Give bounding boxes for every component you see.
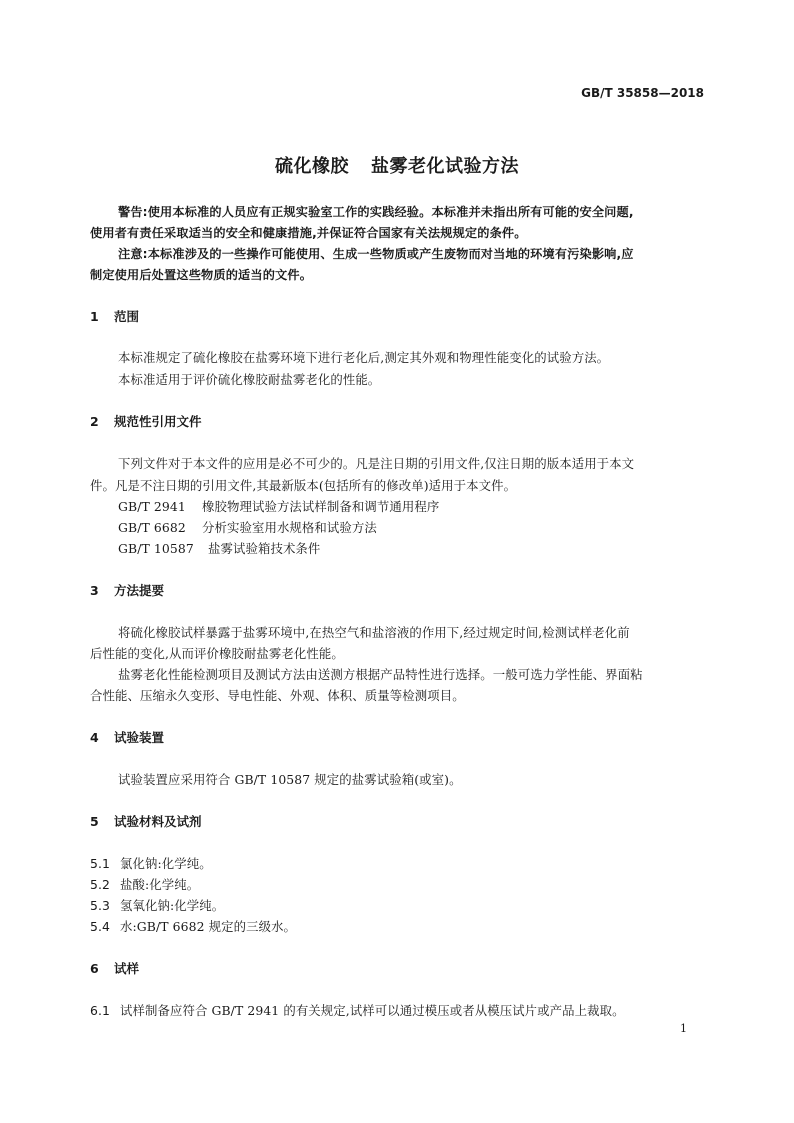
section-4-para-1: 试验装置应采用符合 GB/T 10587 规定的盐雾试验箱(或室)。 — [118, 772, 462, 787]
item-text: 水:GB/T 6682 规定的三级水。 — [120, 919, 297, 934]
section-number: 6 — [90, 961, 99, 976]
list-item — [90, 896, 224, 914]
reference-title: 盐雾试验箱技术条件 — [208, 541, 321, 556]
reference-title: 分析实验室用水规格和试验方法 — [202, 520, 377, 535]
item-text: 氢氧化钠:化学纯。 — [120, 898, 225, 913]
section-3-heading — [90, 581, 164, 599]
item-number: 6.1 — [90, 1003, 111, 1018]
warning-line-1: 警告:使用本标准的人员应有正规实验室工作的实践经验。本标准并未指出所有可能的安全问题, — [118, 205, 634, 219]
item-number: 5.2 — [90, 877, 111, 892]
section-1-para-2: 本标准适用于评价硫化橡胶耐盐雾老化的性能。 — [118, 372, 381, 387]
section-title: 范围 — [114, 309, 140, 324]
item-number: 5.1 — [90, 856, 111, 871]
list-item — [90, 1001, 625, 1019]
section-1-heading — [90, 307, 139, 325]
section-number: 4 — [90, 730, 99, 745]
item-text: 盐酸:化学纯。 — [120, 877, 200, 892]
section-title: 规范性引用文件 — [114, 414, 202, 429]
note-line-1: 注意:本标准涉及的一些操作可能使用、生成一些物质或产生废物而对当地的环境有污染影响,应 — [118, 247, 634, 261]
section-3-para-1-line-2: 后性能的变化,从而评价橡胶耐盐雾老化性能。 — [90, 646, 344, 661]
section-title: 试样 — [114, 961, 140, 976]
section-title: 试验装置 — [114, 730, 165, 745]
section-number: 5 — [90, 814, 99, 829]
section-3-para-2-line-2: 合性能、压缩永久变形、导电性能、外观、体积、质量等检测项目。 — [90, 688, 465, 703]
list-item — [90, 917, 296, 935]
section-2-para-line-2: 件。凡是不注日期的引用文件,其最新版本(包括所有的修改单)适用于本文件。 — [90, 478, 517, 493]
title-part-2: 盐雾老化试验方法 — [371, 156, 519, 177]
standard-number: GB/T 35858—2018 — [581, 86, 704, 100]
section-number: 3 — [90, 583, 99, 598]
page-number: 1 — [680, 1022, 687, 1035]
section-title: 试验材料及试剂 — [114, 814, 202, 829]
section-2-heading — [90, 412, 202, 430]
item-number: 5.4 — [90, 919, 111, 934]
reference-code: GB/T 6682 — [118, 520, 186, 535]
section-5-heading — [90, 812, 202, 830]
section-1-para-1: 本标准规定了硫化橡胶在盐雾环境下进行老化后,测定其外观和物理性能变化的试验方法。 — [118, 350, 610, 365]
section-6-heading — [90, 959, 139, 977]
section-3-para-2-line-1: 盐雾老化性能检测项目及测试方法由送测方根据产品特性进行选择。一般可选力学性能、界面粘 — [118, 667, 643, 682]
item-number: 5.3 — [90, 898, 111, 913]
section-title: 方法提要 — [114, 583, 165, 598]
reference-code: GB/T 10587 — [118, 541, 194, 556]
reference-item — [118, 518, 377, 536]
document-title — [0, 152, 794, 178]
warning-line-2: 使用者有责任采取适当的安全和健康措施,并保证符合国家有关法规规定的条件。 — [90, 226, 527, 240]
note-line-2: 制定使用后处置这些物质的适当的文件。 — [90, 268, 313, 282]
title-part-1: 硫化橡胶 — [275, 156, 349, 177]
reference-code: GB/T 2941 — [118, 499, 186, 514]
item-text: 氯化钠:化学纯。 — [120, 856, 212, 871]
section-number: 1 — [90, 309, 99, 324]
section-3-para-1-line-1: 将硫化橡胶试样暴露于盐雾环境中,在热空气和盐溶液的作用下,经过规定时间,检测试样老化前 — [118, 625, 630, 640]
reference-title: 橡胶物理试验方法试样制备和调节通用程序 — [202, 499, 440, 514]
item-text: 试样制备应符合 GB/T 2941 的有关规定,试样可以通过模压或者从模压试片或产品上裁取。 — [120, 1003, 625, 1018]
list-item — [90, 875, 199, 893]
reference-item — [118, 539, 320, 557]
reference-item — [118, 497, 439, 515]
section-2-para-line-1: 下列文件对于本文件的应用是必不可少的。凡是注日期的引用文件,仅注日期的版本适用于本文 — [118, 456, 635, 471]
list-item — [90, 854, 212, 872]
section-4-heading — [90, 728, 164, 746]
section-number: 2 — [90, 414, 99, 429]
